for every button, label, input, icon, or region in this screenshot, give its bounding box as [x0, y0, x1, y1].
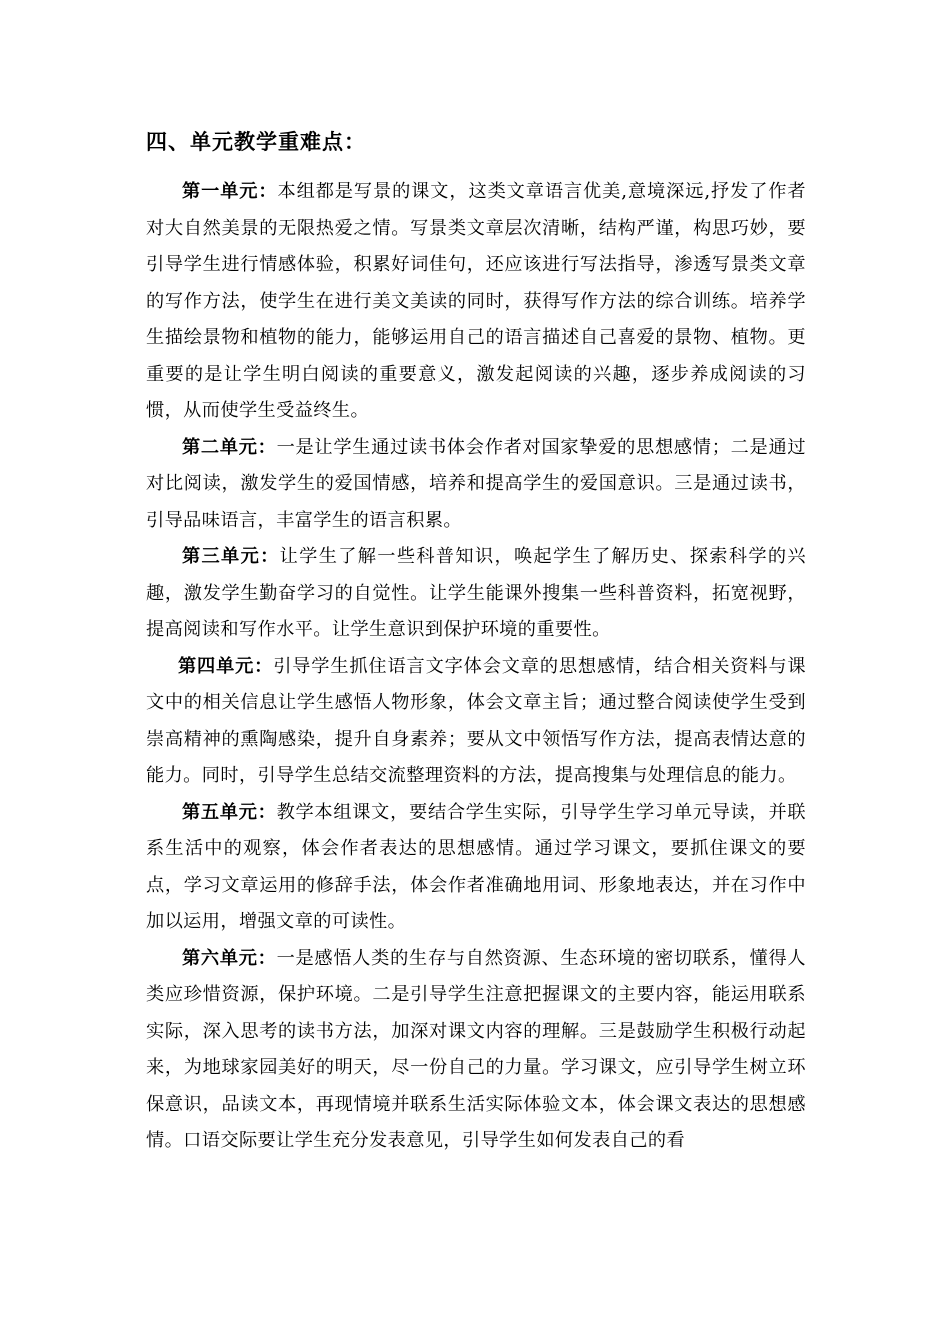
- unit-label-5: 第五单元：: [182, 801, 277, 823]
- unit-paragraph-3: [146, 539, 806, 649]
- section-heading: 四、单元教学重难点：: [146, 129, 366, 154]
- unit-label-6: 第六单元：: [182, 947, 277, 969]
- unit-text-3: 让学生了解一些科普知识，唤起学生了解历史、探索科学的兴趣，激发学生勤奋学习的自觉性。让学生能课外搜集一些科普资料，拓宽视野，提高阅读和写作水平。让学生意识到保护环境的重要性。: [146, 546, 806, 640]
- unit-paragraph-5: [146, 795, 806, 941]
- unit-text-6: 一是感悟人类的生存与自然资源、生态环境的密切联系，懂得人类应珍惜资源，保护环境。二是引导学生注意把握课文的主要内容，能运用联系实际，深入思考的读书方法，加深对课文内容的理解。三是鼓励学生积极行动起来，为地球家园美好的明天，尽一份自己的力量。学习课文，应引导学生树立环保意识，品读文本，再现情境并联系生活实际体验文本，体会课文表达的思想感情。口语交际要让学生充分发表意见，引导学生如何发表自己的看: [146, 947, 806, 1151]
- unit-text-5: 教学本组课文，要结合学生实际，引导学生学习单元导读，并联系生活中的观察，体会作者表达的思想感情。通过学习课文，要抓住课文的要点，学习文章运用的修辞手法，体会作者准确地用词、形象地表达，并在习作中加以运用，增强文章的可读性。: [146, 801, 806, 932]
- unit-label-1: 第一单元：: [182, 181, 278, 202]
- body-text: [146, 174, 806, 1160]
- unit-paragraph-2: [146, 430, 806, 540]
- unit-text-4: 引导学生抓住语言文字体会文章的思想感情，结合相关资料与课文中的相关信息让学生感悟人物形象，体会文章主旨；通过整合阅读使学生受到崇高精神的熏陶感染，提升自身素养；要从文中领悟写作方法，提高表情达意的能力。同时，引导学生总结交流整理资料的方法，提高搜集与处理信息的能力。: [146, 655, 806, 786]
- unit-text-2: 一是让学生通过读书体会作者对国家挚爱的思想感情；二是通过对比阅读，激发学生的爱国情感，培养和提高学生的爱国意识。三是通过读书，引导品味语言，丰富学生的语言积累。: [146, 436, 806, 531]
- unit-text-1: 本组都是写景的课文，这类文章语言优美,意境深远,抒发了作者对大自然美景的无限热爱之情。写景类文章层次清晰，结构严谨，构思巧妙，要引导学生进行情感体验，积累好词佳句，还应该进行写法指导，渗透写景类文章的写作方法，使学生在进行美文美读的同时，获得写作方法的综合训练。培养学生描绘景物和植物的能力，能够运用自己的语言描述自己喜爱的景物、植物。更重要的是让学生明白阅读的重要意义，激发起阅读的兴趣，逐步养成阅读的习惯，从而使学生受益终生。: [146, 181, 806, 421]
- unit-paragraph-1: [146, 174, 806, 430]
- unit-label-3: 第三单元：: [182, 546, 280, 567]
- unit-label-4: 第四单元：: [178, 655, 274, 677]
- unit-paragraph-6: [146, 941, 806, 1160]
- unit-label-2: 第二单元：: [182, 436, 277, 458]
- unit-paragraph-4: [146, 649, 806, 795]
